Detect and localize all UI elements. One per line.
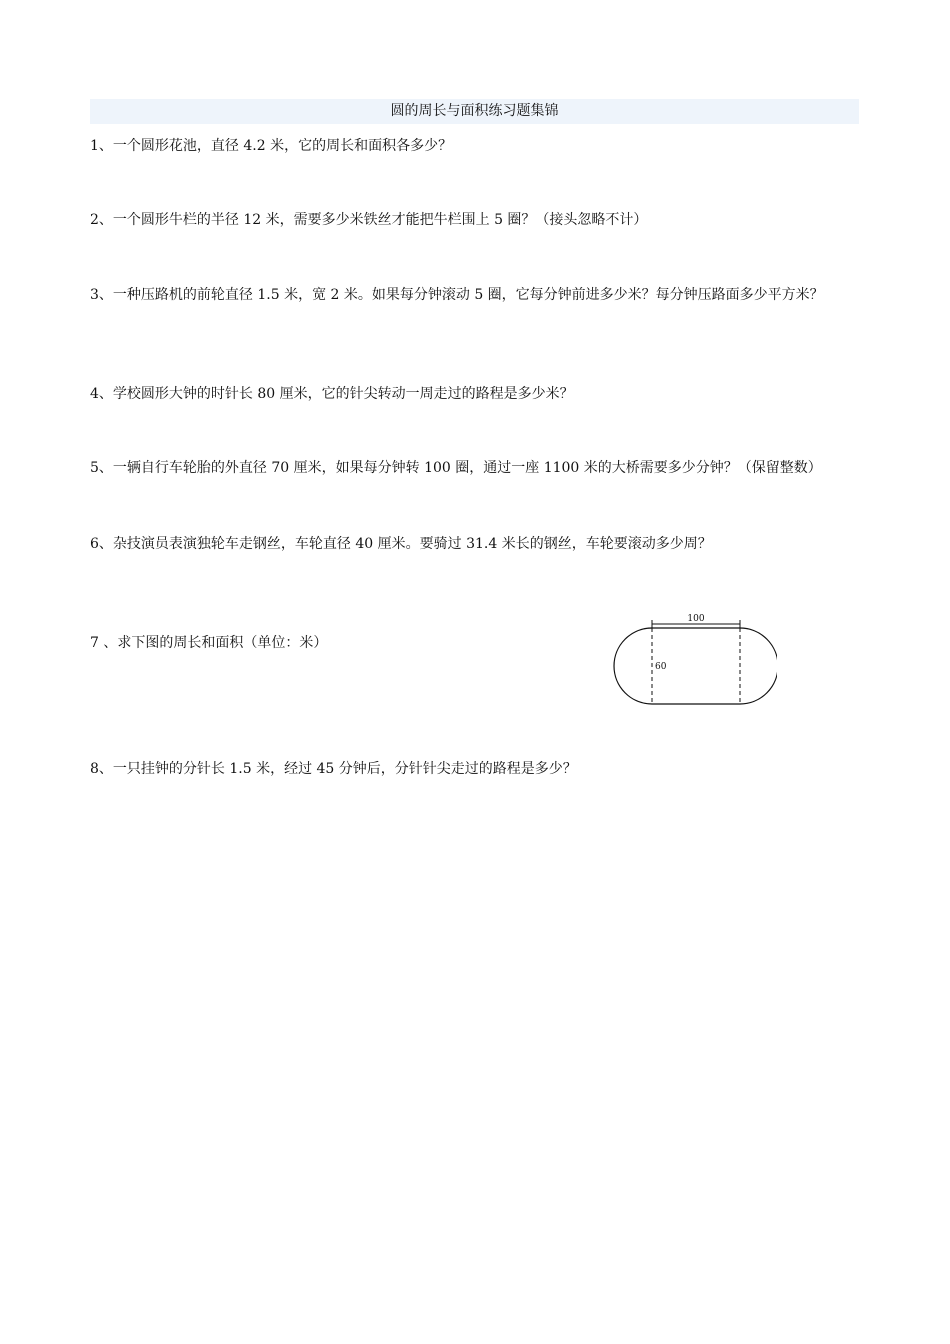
- question-7: 7 、求下图的周长和面积（单位：米）: [90, 635, 328, 651]
- question-3: 3、一种压路机的前轮直径 1.5 米，宽 2 米。如果每分钟滚动 5 圈，它每分钟前进多少米？每分钟压路面多少平方米？: [90, 287, 824, 303]
- question-6: 6、杂技演员表演独轮车走钢丝，车轮直径 40 厘米。要骑过 31.4 米长的钢丝，车轮要滚动多少周？: [90, 536, 712, 552]
- question-5: 5、一辆自行车轮胎的外直径 70 厘米，如果每分钟转 100 圈，通过一座 1100 米的大桥需要多少分钟？（保留整数）: [90, 460, 822, 476]
- width-label: 60: [655, 662, 667, 672]
- stadium-shape-diagram: [612, 608, 777, 710]
- worksheet-title: 圆的周长与面积练习题集锦: [90, 99, 859, 124]
- question-8: 8、一只挂钟的分针长 1.5 米，经过 45 分钟后，分针针尖走过的路程是多少？: [90, 761, 577, 777]
- question-1: 1、一个圆形花池，直径 4.2 米，它的周长和面积各多少？: [90, 138, 453, 154]
- question-4: 4、学校圆形大钟的时针长 80 厘米，它的针尖转动一周走过的路程是多少米？: [90, 386, 574, 402]
- stadium-shape-figure: [612, 608, 777, 710]
- length-label: 100: [687, 614, 705, 624]
- stadium-outline: [614, 628, 777, 704]
- question-2: 2、一个圆形牛栏的半径 12 米，需要多少米铁丝才能把牛栏围上 5 圈？（接头忽略不计）: [90, 212, 648, 228]
